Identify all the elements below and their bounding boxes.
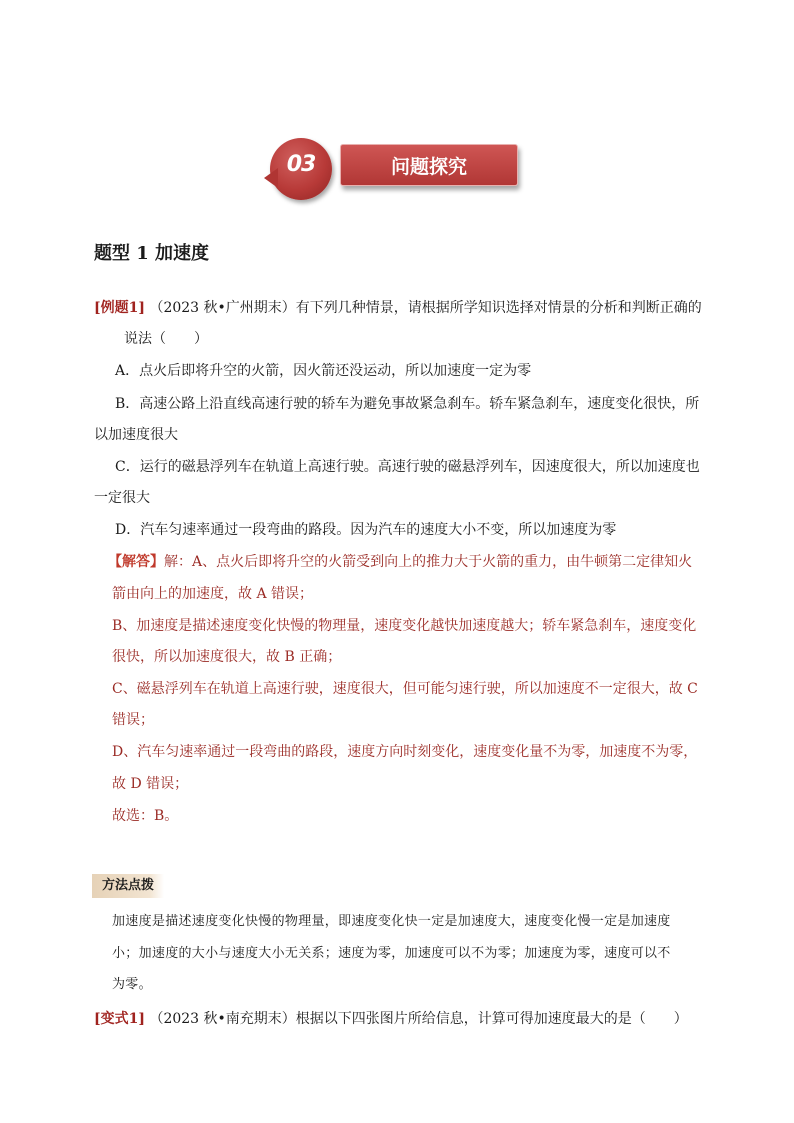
answer-line-1 — [108, 552, 692, 572]
tip-line-1: 加速度是描述速度变化快慢的物理量，即速度变化快一定是加速度大，速度变化慢一定是加速度 — [112, 914, 671, 929]
section-number: 03 — [286, 152, 316, 177]
example-tag: [例题1] — [94, 300, 145, 316]
option-d: D．汽车匀速率通过一段弯曲的路段。因为汽车的速度大小不变，所以加速度为零 — [115, 522, 617, 538]
answer-line-9: 故选：B。 — [112, 808, 179, 824]
tip-line-3: 为零。 — [112, 977, 152, 992]
section-banner — [268, 138, 520, 200]
answer-line-8: 故 D 错误； — [112, 776, 189, 792]
answer-line-6: 错误； — [112, 712, 154, 728]
answer-line-4: 很快，所以加速度很大，故 B 正确； — [112, 649, 342, 665]
topic-heading: 题型 1 加速度 — [94, 243, 210, 264]
method-tip-badge: 方法点拨 — [92, 874, 164, 898]
tip-line-2: 小；加速度的大小与速度大小无关系；速度为零，加速度可以不为零；加速度为零，速度可以不 — [112, 946, 671, 961]
answer-line-5: C、磁悬浮列车在轨道上高速行驶，速度很大，但可能匀速行驶，所以加速度不一定很大，故 C — [112, 681, 698, 697]
variant-stem — [94, 1009, 688, 1029]
example-stem-line-1 — [94, 298, 702, 318]
answer-line-3: B、加速度是描述速度变化快慢的物理量，速度变化越快加速度越大；轿车紧急刹车，速度变化 — [112, 618, 697, 634]
example-stem-text: （2023 秋•广州期末）有下列几种情景，请根据所学知识选择对情景的分析和判断正确的 — [149, 300, 702, 316]
section-title: 问题探究 — [390, 156, 467, 178]
section-title-bar — [340, 144, 518, 186]
variant-tag: [变式1] — [94, 1011, 145, 1027]
example-stem-line-2: 说法（ ） — [124, 331, 208, 347]
answer-tag: 【解答】 — [108, 554, 164, 570]
answer-line-7: D、汽车匀速率通过一段弯曲的路段，速度方向时刻变化，速度变化量不为零，加速度不为零， — [112, 744, 698, 760]
variant-stem-text: （2023 秋•南充期末）根据以下四张图片所给信息，计算可得加速度最大的是（ ） — [149, 1011, 688, 1027]
option-b-line-2: 以加速度很大 — [94, 427, 178, 443]
answer-line-2: 箭由向上的加速度，故 A 错误； — [112, 586, 314, 602]
option-a: A．点火后即将升空的火箭，因火箭还没运动，所以加速度一定为零 — [115, 363, 532, 379]
section-number-badge — [270, 138, 332, 200]
option-c-line-2: 一定很大 — [94, 490, 150, 506]
option-c-line-1: C．运行的磁悬浮列车在轨道上高速行驶。高速行驶的磁悬浮列车，因速度很大，所以加速度也 — [115, 459, 700, 475]
answer-text-1: 解：A、点火后即将升空的火箭受到向上的推力大于火箭的重力，由牛顿第二定律知火 — [164, 554, 693, 570]
option-b-line-1: B．高速公路上沿直线高速行驶的轿车为避免事故紧急刹车。轿车紧急刹车，速度变化很快，所 — [115, 396, 700, 412]
